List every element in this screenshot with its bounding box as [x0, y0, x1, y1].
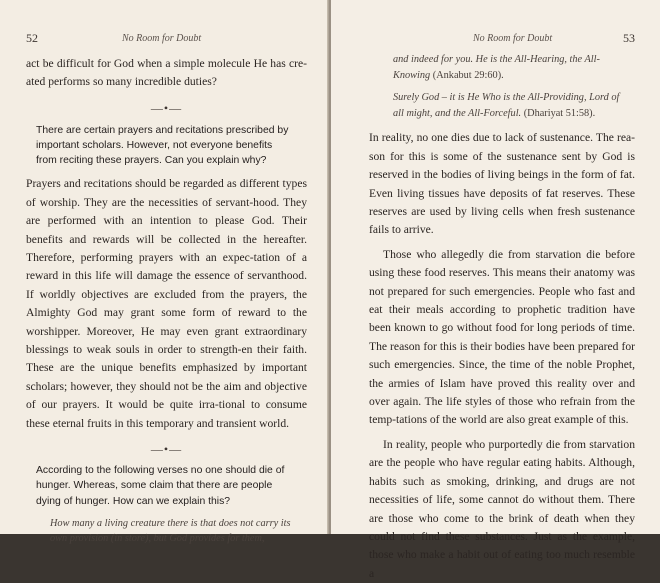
left-page	[0, 0, 329, 545]
paragraph-continued: act be difficult for God when a simple molecule He has cre-ated performs so many incredible duties?	[26, 57, 307, 89]
verse-text: Surely God – it is He Who is the All-Providing, Lord of all might, and the All-Forceful.	[393, 92, 620, 119]
answer-paragraph: Prayers and recitations should be regarded as different types of worship. They are the necessities of servant-hood. They are performed with an intention to please God. Their benefits and rewards will be collected in the hereafter. Therefore, performing prayers with an expec-tation of a reward in this life will damage the essence of servanthood. If worldly objectives are excluded from the prayers, the Almighty God may grant some form of reward to the worshipper. Moreover, He may even grant extraordinary blessings to weak souls in order to strength-en their faith. These are the unique benefits emphasized by important scholars; however, they should not be the aim and objective of our prayers. It would be quite irra-tional to consume these eternal fruits in this temporary and transient world.	[26, 177, 307, 430]
verse-reference: (Dhariyat 51:58).	[523, 107, 596, 119]
question-heading: There are certain prayers and recitations prescribed by important scholars. However, not everyone benefits from reciting these prayers. Can you explain why?	[36, 124, 289, 167]
body-paragraph: In reality, people who purportedly die from starvation are the people who have regular eating habits. Although, habits such as smoking, drinking, and drugs are not necessities of life, some cannot do without them. There are those who come to the brink of death when they could not find these substances. Just as the example, those who make a habit out of eating too much resemble a	[369, 437, 635, 580]
verse-text: and indeed for you. He is the All-Hearing, the All-Knowing	[393, 54, 600, 81]
right-page-header	[369, 33, 635, 55]
left-page-header	[26, 33, 307, 55]
verse-quote	[369, 90, 635, 121]
verse-quote: How many a living creature there is that does not carry its own provision (in store), but God provides for them,	[50, 517, 291, 545]
page-number: 52	[26, 31, 38, 45]
running-title: No Room for Doubt	[473, 33, 553, 44]
question-heading: According to the following verses no one should die of hunger. Whereas, some claim that there are people dying of hunger. How can we explain this?	[36, 465, 285, 507]
section-ornament: ―•―	[150, 442, 183, 457]
verse-reference: (Ankabut 29:60).	[432, 69, 504, 81]
running-title: No Room for Doubt	[122, 33, 202, 44]
right-page	[331, 0, 660, 580]
body-paragraph: In reality, no one dies due to lack of sustenance. The rea-son for this is some of the sustenance sent by God is reserved in the bodies of living beings in the form of fat. Even living tissues have deposits of fat reserves. These reserves are used by living cells when fresh sustenance fails to arrive.	[369, 131, 635, 237]
body-paragraph: Those who allegedly die from starvation die before using these food reserves. This means their anatomy was not prepared for such emergencies. People who fast and eat their meals according to prophetic tradition have been known to go without food for long periods of time. The reason for this is their bodies have been prepared for such emergencies. Since, the time of the noble Prophet, the armies of Islam have proved this reality over and over again. The life styles of those who refrain from the temp-tations of the world are also great example of this.	[369, 247, 635, 427]
verse-quote	[369, 52, 635, 83]
page-number: 53	[623, 31, 635, 45]
section-ornament: ―•―	[150, 100, 183, 115]
